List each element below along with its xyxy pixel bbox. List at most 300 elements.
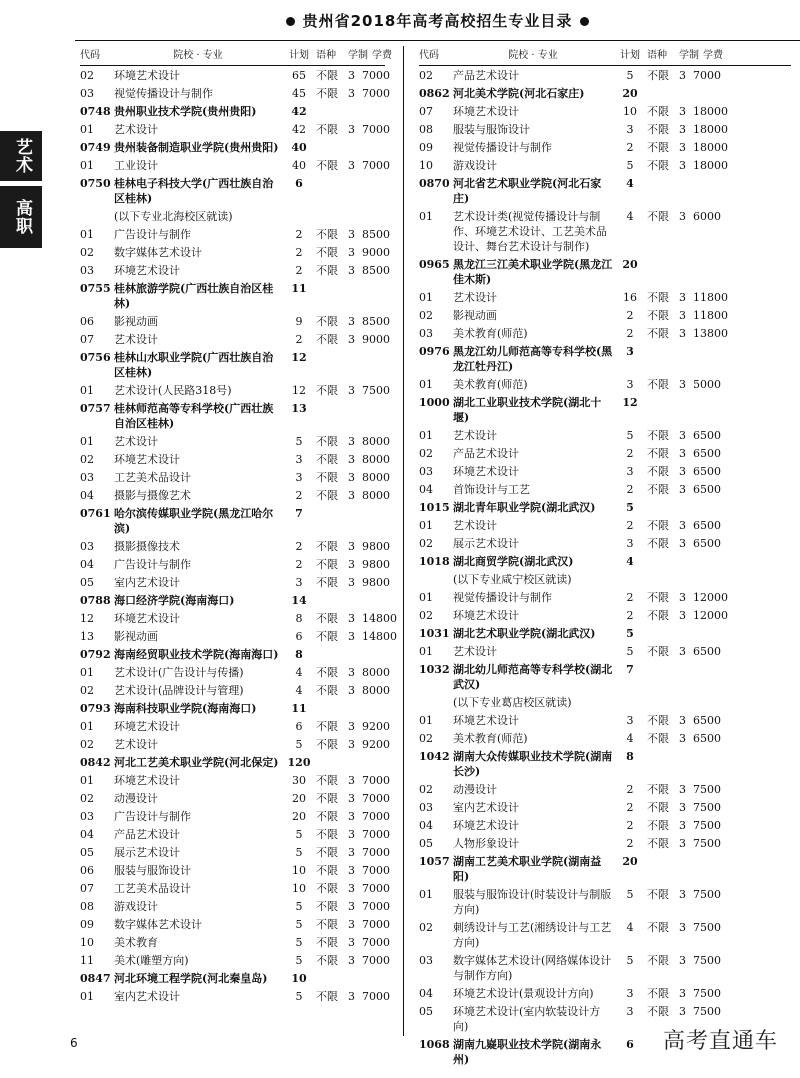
major-row bbox=[80, 487, 390, 505]
row-fee: 6500 bbox=[693, 519, 721, 532]
row-lang bbox=[316, 140, 348, 155]
row-years: 3 bbox=[679, 801, 686, 814]
row-years bbox=[348, 350, 362, 380]
row-code: 1018 bbox=[419, 555, 450, 568]
row-years: 3 bbox=[348, 384, 355, 397]
major-row bbox=[80, 664, 390, 682]
row-plan: 3 bbox=[626, 714, 634, 727]
row-name: 海口经济学院(海南海口) bbox=[114, 594, 235, 607]
row-lang: 不限 bbox=[316, 630, 338, 643]
row-name: 服装与服饰设计 bbox=[114, 864, 191, 877]
major-row bbox=[80, 313, 390, 331]
row-lang: 不限 bbox=[316, 333, 338, 346]
row-name: 影视动画 bbox=[453, 309, 497, 322]
row-code: 01 bbox=[419, 519, 433, 532]
row-years: 3 bbox=[348, 246, 355, 259]
row-name: 黑龙江三江美术职业学院(黑龙江佳木斯) bbox=[453, 258, 613, 286]
row-years: 3 bbox=[348, 666, 355, 679]
row-years bbox=[348, 281, 362, 311]
row-name: 工艺美术品设计 bbox=[114, 882, 191, 895]
row-code: 02 bbox=[419, 69, 433, 82]
row-name: 艺术设计(人民路318号) bbox=[114, 384, 232, 397]
row-fee: 7500 bbox=[693, 1005, 721, 1018]
row-name: 艺术设计 bbox=[453, 645, 497, 658]
row-name: 服装与服饰设计(时装设计与制版方向) bbox=[453, 888, 612, 916]
major-row bbox=[419, 643, 791, 661]
row-lang: 不限 bbox=[647, 378, 669, 391]
row-fee bbox=[362, 281, 402, 311]
row-years: 3 bbox=[348, 630, 355, 643]
row-years: 3 bbox=[679, 483, 686, 496]
row-fee bbox=[693, 572, 733, 587]
row-name: 湖北艺术职业学院(湖北武汉) bbox=[453, 627, 596, 640]
row-years: 3 bbox=[679, 591, 686, 604]
row-lang: 不限 bbox=[316, 936, 338, 949]
row-code: 01 bbox=[419, 714, 433, 727]
row-code: 04 bbox=[419, 987, 433, 1000]
row-years: 3 bbox=[348, 954, 355, 967]
row-code: 03 bbox=[80, 540, 94, 553]
row-code: 05 bbox=[80, 576, 94, 589]
row-lang: 不限 bbox=[647, 291, 669, 304]
row-name: 视觉传播设计与制作 bbox=[114, 87, 213, 100]
row-name: 环境艺术设计 bbox=[114, 69, 180, 82]
row-plan: 3 bbox=[626, 345, 634, 358]
row-plan: 5 bbox=[626, 645, 634, 658]
bullet-icon bbox=[580, 17, 589, 26]
major-row bbox=[80, 85, 390, 103]
row-years: 3 bbox=[348, 558, 355, 571]
row-plan: 3 bbox=[295, 453, 303, 466]
row-code: 10 bbox=[419, 159, 433, 172]
row-years: 3 bbox=[679, 645, 686, 658]
row-fee: 7000 bbox=[362, 900, 390, 913]
right-table-body bbox=[419, 67, 791, 1069]
row-code: 12 bbox=[80, 612, 94, 625]
row-plan: 4 bbox=[626, 210, 634, 223]
row-name: 湖南大众传媒职业技术学院(湖南长沙) bbox=[453, 750, 613, 778]
row-years bbox=[348, 593, 362, 608]
row-fee bbox=[693, 344, 733, 374]
row-years: 3 bbox=[679, 69, 686, 82]
school-row bbox=[419, 661, 791, 694]
row-fee: 18000 bbox=[693, 159, 728, 172]
school-row bbox=[80, 139, 385, 157]
major-row bbox=[80, 862, 390, 880]
row-plan: 5 bbox=[626, 429, 634, 442]
row-name: 数字媒体艺术设计 bbox=[114, 246, 202, 259]
row-code: 0842 bbox=[80, 756, 111, 769]
row-plan: 5 bbox=[626, 954, 634, 967]
row-code: 06 bbox=[80, 315, 94, 328]
row-plan: 2 bbox=[295, 333, 303, 346]
row-code: 1057 bbox=[419, 855, 450, 868]
row-fee: 9200 bbox=[362, 720, 390, 733]
row-fee: 7000 bbox=[362, 864, 390, 877]
row-code: 03 bbox=[419, 465, 433, 478]
row-name: 河北省艺术职业学院(河北石家庄) bbox=[453, 177, 602, 205]
major-row bbox=[419, 589, 791, 607]
row-name: 产品艺术设计 bbox=[114, 828, 180, 841]
row-years bbox=[679, 257, 693, 287]
row-plan: 6 bbox=[626, 1038, 634, 1051]
row-plan: 20 bbox=[292, 810, 306, 823]
school-row bbox=[419, 748, 791, 781]
major-row bbox=[419, 208, 791, 256]
row-fee: 8000 bbox=[362, 666, 390, 679]
row-fee: 6500 bbox=[693, 714, 721, 727]
row-lang: 不限 bbox=[316, 246, 338, 259]
row-lang: 不限 bbox=[647, 954, 669, 967]
row-plan: 40 bbox=[291, 141, 307, 154]
row-fee: 8500 bbox=[362, 315, 390, 328]
row-lang: 不限 bbox=[316, 792, 338, 805]
row-code: 1015 bbox=[419, 501, 450, 514]
row-years bbox=[348, 506, 362, 536]
major-row bbox=[419, 886, 791, 919]
major-row bbox=[419, 952, 791, 985]
major-row bbox=[80, 736, 390, 754]
row-name: 艺术设计类(视觉传播设计与制作、环境艺术设计、工艺美术品设计、舞台艺术设计与制作) bbox=[453, 210, 607, 253]
row-plan: 2 bbox=[295, 228, 303, 241]
row-code: 04 bbox=[419, 819, 433, 832]
row-name: 产品艺术设计 bbox=[453, 447, 519, 460]
row-code: 01 bbox=[80, 228, 94, 241]
row-plan: 4 bbox=[626, 732, 634, 745]
row-name: 工业设计 bbox=[114, 159, 158, 172]
row-fee: 9000 bbox=[362, 333, 390, 346]
row-code: 0792 bbox=[80, 648, 111, 661]
row-code: 02 bbox=[80, 792, 94, 805]
row-years bbox=[679, 395, 693, 425]
row-years: 3 bbox=[679, 537, 686, 550]
row-plan: 5 bbox=[626, 159, 634, 172]
row-lang: 不限 bbox=[316, 384, 338, 397]
row-years bbox=[679, 554, 693, 569]
row-code: 02 bbox=[419, 537, 433, 550]
major-row bbox=[419, 139, 791, 157]
row-fee: 8000 bbox=[362, 684, 390, 697]
row-name: 美术教育 bbox=[114, 936, 158, 949]
row-years: 3 bbox=[348, 990, 355, 1003]
row-fee: 11800 bbox=[693, 291, 728, 304]
row-lang: 不限 bbox=[647, 210, 669, 223]
row-lang: 不限 bbox=[647, 105, 669, 118]
row-name: 河北工艺美术职业学院(河北保定) bbox=[114, 756, 279, 769]
row-fee: 6500 bbox=[693, 732, 721, 745]
row-code: 01 bbox=[419, 210, 433, 223]
column-divider bbox=[403, 46, 404, 1036]
row-code: 08 bbox=[80, 900, 94, 913]
row-years: 3 bbox=[348, 69, 355, 82]
row-years: 3 bbox=[679, 309, 686, 322]
row-lang: 不限 bbox=[316, 864, 338, 877]
row-years: 3 bbox=[348, 684, 355, 697]
row-years: 3 bbox=[679, 141, 686, 154]
row-fee bbox=[362, 593, 402, 608]
major-row bbox=[80, 628, 397, 646]
row-lang: 不限 bbox=[647, 309, 669, 322]
row-years: 3 bbox=[679, 210, 686, 223]
row-name: 艺术设计 bbox=[114, 333, 158, 346]
row-plan: 120 bbox=[287, 756, 311, 769]
row-name: 室内艺术设计 bbox=[453, 801, 519, 814]
row-name: 哈尔滨传媒职业学院(黑龙江哈尔滨) bbox=[114, 507, 274, 535]
row-code: 06 bbox=[80, 864, 94, 877]
row-years: 3 bbox=[679, 378, 686, 391]
row-fee: 9800 bbox=[362, 576, 390, 589]
row-lang: 不限 bbox=[316, 435, 338, 448]
row-plan: 42 bbox=[292, 123, 306, 136]
row-plan: 12 bbox=[622, 396, 638, 409]
row-lang: 不限 bbox=[316, 720, 338, 733]
row-code: 01 bbox=[419, 378, 433, 391]
row-lang bbox=[316, 104, 348, 119]
school-row bbox=[80, 646, 385, 664]
row-code: 01 bbox=[419, 888, 433, 901]
row-name: 环境艺术设计 bbox=[114, 720, 180, 733]
row-name: 动漫设计 bbox=[453, 783, 497, 796]
row-fee: 18000 bbox=[693, 123, 728, 136]
row-years: 3 bbox=[679, 954, 686, 967]
row-years: 3 bbox=[348, 315, 355, 328]
row-name: 广告设计与制作 bbox=[114, 558, 191, 571]
school-row bbox=[80, 103, 385, 121]
row-name: 广告设计与制作 bbox=[114, 228, 191, 241]
row-code: 0761 bbox=[80, 507, 111, 520]
row-lang bbox=[316, 506, 348, 536]
row-code: 1000 bbox=[419, 396, 450, 409]
row-code: 05 bbox=[80, 846, 94, 859]
row-code: 02 bbox=[419, 921, 433, 934]
row-lang: 不限 bbox=[316, 954, 338, 967]
row-lang: 不限 bbox=[647, 123, 669, 136]
row-lang: 不限 bbox=[647, 783, 669, 796]
row-fee: 12000 bbox=[693, 609, 728, 622]
school-row bbox=[80, 349, 385, 382]
row-fee: 7000 bbox=[362, 828, 390, 841]
row-plan: 8 bbox=[626, 750, 634, 763]
school-row bbox=[80, 700, 385, 718]
major-row bbox=[419, 730, 791, 748]
row-plan: 4 bbox=[295, 666, 303, 679]
major-row bbox=[80, 469, 390, 487]
major-row bbox=[419, 445, 791, 463]
row-plan: 2 bbox=[626, 483, 634, 496]
row-lang: 不限 bbox=[647, 801, 669, 814]
school-row bbox=[419, 853, 791, 886]
row-fee: 6000 bbox=[693, 210, 721, 223]
row-code: 02 bbox=[419, 783, 433, 796]
row-lang bbox=[316, 971, 348, 986]
row-code: 03 bbox=[80, 810, 94, 823]
row-name: 摄影与摄像艺术 bbox=[114, 489, 191, 502]
row-lang: 不限 bbox=[647, 609, 669, 622]
row-years: 3 bbox=[679, 465, 686, 478]
row-years: 3 bbox=[679, 105, 686, 118]
row-plan: 5 bbox=[295, 936, 303, 949]
major-row bbox=[419, 919, 791, 952]
row-lang bbox=[647, 554, 679, 569]
row-years bbox=[348, 176, 362, 206]
row-years: 3 bbox=[348, 810, 355, 823]
major-row bbox=[80, 433, 390, 451]
row-fee: 18000 bbox=[693, 105, 728, 118]
row-name: 室内艺术设计 bbox=[114, 990, 180, 1003]
school-row bbox=[80, 280, 385, 313]
side-tab-level: 高职 bbox=[0, 186, 42, 248]
row-lang: 不限 bbox=[316, 900, 338, 913]
row-plan: 5 bbox=[295, 846, 303, 859]
school-row bbox=[419, 553, 791, 571]
row-name: 环境艺术设计 bbox=[114, 774, 180, 787]
school-row bbox=[419, 625, 791, 643]
row-lang: 不限 bbox=[316, 558, 338, 571]
row-years: 3 bbox=[679, 1005, 686, 1018]
row-plan: 7 bbox=[295, 507, 303, 520]
row-plan: 10 bbox=[291, 972, 307, 985]
school-row bbox=[80, 505, 385, 538]
row-lang: 不限 bbox=[316, 471, 338, 484]
row-plan: 12 bbox=[291, 351, 307, 364]
row-plan bbox=[282, 209, 316, 224]
row-years: 3 bbox=[679, 732, 686, 745]
row-code: 04 bbox=[80, 489, 94, 502]
row-lang: 不限 bbox=[316, 738, 338, 751]
row-years bbox=[348, 104, 362, 119]
row-years: 3 bbox=[348, 828, 355, 841]
major-row bbox=[419, 307, 791, 325]
row-fee: 7000 bbox=[362, 159, 390, 172]
row-years bbox=[348, 209, 362, 224]
school-row bbox=[80, 754, 385, 772]
row-plan: 5 bbox=[295, 435, 303, 448]
row-code: 0976 bbox=[419, 345, 450, 358]
row-plan: 2 bbox=[295, 246, 303, 259]
row-plan: 16 bbox=[623, 291, 637, 304]
major-row bbox=[80, 718, 390, 736]
major-row bbox=[419, 325, 791, 343]
row-name: 湖北幼儿师范高等专科学校(湖北武汉) bbox=[453, 663, 613, 691]
row-fee: 7500 bbox=[693, 921, 721, 934]
row-lang: 不限 bbox=[647, 645, 669, 658]
row-plan: 5 bbox=[295, 918, 303, 931]
row-years bbox=[348, 755, 362, 770]
row-name: 环境艺术设计(景观设计方向) bbox=[453, 987, 594, 1000]
row-years: 3 bbox=[679, 921, 686, 934]
row-code: 1068 bbox=[419, 1038, 450, 1051]
row-years: 3 bbox=[348, 540, 355, 553]
row-fee: 6500 bbox=[693, 429, 721, 442]
row-plan: 40 bbox=[292, 159, 306, 172]
row-name: 室内艺术设计 bbox=[114, 576, 180, 589]
major-row bbox=[419, 427, 791, 445]
row-plan: 2 bbox=[626, 327, 634, 340]
row-name: 湖南九嶷职业技术学院(湖南永州) bbox=[453, 1038, 602, 1066]
row-lang bbox=[316, 176, 348, 206]
major-row bbox=[419, 121, 791, 139]
row-code: 08 bbox=[419, 123, 433, 136]
row-years: 3 bbox=[679, 327, 686, 340]
row-code: 0757 bbox=[80, 402, 111, 415]
row-name: 桂林电子科技大学(广西壮族自治区桂林) bbox=[114, 177, 274, 205]
row-plan: 65 bbox=[292, 69, 306, 82]
left-column bbox=[80, 46, 397, 1006]
row-code bbox=[419, 695, 453, 710]
row-plan: 20 bbox=[622, 87, 638, 100]
row-fee: 8000 bbox=[362, 453, 390, 466]
major-row bbox=[80, 952, 390, 970]
row-code: 01 bbox=[80, 720, 94, 733]
school-row bbox=[419, 175, 791, 208]
row-plan: 4 bbox=[626, 921, 634, 934]
row-name: 影视动画 bbox=[114, 630, 158, 643]
row-code: 01 bbox=[80, 159, 94, 172]
row-name: 环境艺术设计 bbox=[114, 612, 180, 625]
row-name: 工艺美术品设计 bbox=[114, 471, 191, 484]
row-lang bbox=[316, 281, 348, 311]
header-plan: 计划 bbox=[289, 49, 309, 61]
row-years: 3 bbox=[679, 291, 686, 304]
major-row bbox=[80, 67, 390, 85]
header-code: 代码 bbox=[80, 49, 100, 61]
header-name: 院校 · 专业 bbox=[508, 49, 558, 61]
row-plan: 2 bbox=[626, 801, 634, 814]
row-code: 01 bbox=[80, 435, 94, 448]
row-name: 河北环境工程学院(河北秦皇岛) bbox=[114, 972, 268, 985]
row-plan: 8 bbox=[295, 612, 303, 625]
row-lang: 不限 bbox=[316, 228, 338, 241]
row-name: 影视动画 bbox=[114, 315, 158, 328]
row-fee bbox=[362, 647, 402, 662]
row-years: 3 bbox=[348, 738, 355, 751]
row-lang: 不限 bbox=[647, 141, 669, 154]
row-years: 3 bbox=[679, 447, 686, 460]
row-lang: 不限 bbox=[647, 591, 669, 604]
major-row bbox=[80, 772, 390, 790]
row-lang: 不限 bbox=[316, 990, 338, 1003]
row-years: 3 bbox=[679, 888, 686, 901]
row-code: 02 bbox=[80, 246, 94, 259]
row-years bbox=[679, 749, 693, 779]
row-plan: 2 bbox=[626, 141, 634, 154]
row-years: 3 bbox=[348, 123, 355, 136]
row-fee bbox=[693, 257, 733, 287]
major-row bbox=[419, 376, 791, 394]
row-plan: 8 bbox=[295, 648, 303, 661]
row-lang bbox=[316, 209, 348, 224]
row-code: 07 bbox=[419, 105, 433, 118]
row-code: 01 bbox=[419, 645, 433, 658]
row-lang: 不限 bbox=[316, 69, 338, 82]
row-lang: 不限 bbox=[647, 987, 669, 1000]
row-fee bbox=[693, 662, 733, 692]
row-name: 海南经贸职业技术学院(海南海口) bbox=[114, 648, 279, 661]
row-lang: 不限 bbox=[316, 846, 338, 859]
row-lang bbox=[316, 350, 348, 380]
row-lang bbox=[647, 176, 679, 206]
row-name: 艺术设计 bbox=[453, 291, 497, 304]
row-fee: 11800 bbox=[693, 309, 728, 322]
row-fee: 7000 bbox=[362, 69, 390, 82]
row-years bbox=[679, 572, 693, 587]
row-plan: 5 bbox=[626, 627, 634, 640]
row-name: 桂林师范高等专科学校(广西壮族自治区桂林) bbox=[114, 402, 274, 430]
row-name: 艺术设计(品牌设计与管理) bbox=[114, 684, 244, 697]
note-row bbox=[419, 571, 791, 589]
major-row bbox=[80, 988, 390, 1006]
row-lang: 不限 bbox=[647, 732, 669, 745]
